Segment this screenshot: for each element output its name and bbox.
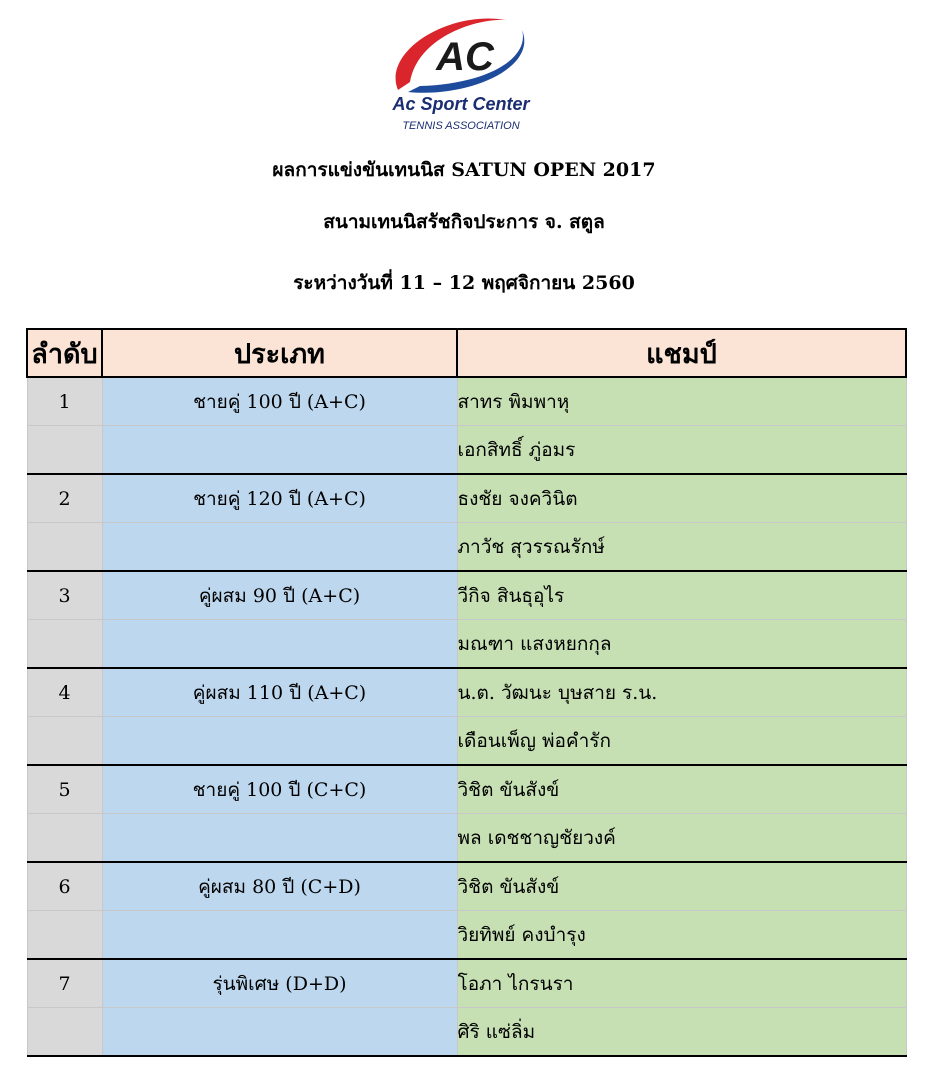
rank-cell: 5 — [27, 765, 102, 814]
rank-cell — [27, 426, 102, 475]
champion-cell: มณฑา แสงหยกกุล — [457, 620, 906, 669]
ac-logo-icon — [368, 12, 554, 136]
category-cell: คู่ผสม 80 ปี (C+D) — [102, 862, 457, 911]
header-champion: แชมป์ — [457, 329, 906, 377]
table-row — [27, 620, 906, 669]
table-row — [27, 1008, 906, 1057]
header-rank: ลำดับ — [27, 329, 102, 377]
table-row — [27, 523, 906, 572]
category-cell — [102, 814, 457, 863]
logo-subtitle: TENNIS ASSOCIATION — [402, 120, 520, 132]
champion-cell: วิยทิพย์ คงบำรุง — [457, 911, 906, 960]
champion-cell: ธงชัย จงควินิต — [457, 474, 906, 523]
rank-cell: 7 — [27, 959, 102, 1008]
table-row — [27, 377, 906, 426]
rank-cell — [27, 911, 102, 960]
champion-cell: วิชิต ขันสังข์ — [457, 862, 906, 911]
rank-cell — [27, 814, 102, 863]
rank-cell: 2 — [27, 474, 102, 523]
champion-cell: ภาวัช สุวรรณรักษ์ — [457, 523, 906, 572]
rank-cell — [27, 620, 102, 669]
rank-cell: 1 — [27, 377, 102, 426]
category-cell — [102, 911, 457, 960]
category-cell: ชายคู่ 100 ปี (A+C) — [102, 377, 457, 426]
table-row — [27, 814, 906, 863]
category-cell: คู่ผสม 90 ปี (A+C) — [102, 571, 457, 620]
category-cell: ชายคู่ 100 ปี (C+C) — [102, 765, 457, 814]
rank-cell — [27, 1008, 102, 1057]
rank-cell: 4 — [27, 668, 102, 717]
header-category: ประเภท — [102, 329, 457, 377]
rank-cell — [27, 717, 102, 766]
rank-cell: 3 — [27, 571, 102, 620]
logo-mark-text: AC — [436, 35, 494, 79]
champion-cell: ศิริ แซ่ลิ่ม — [457, 1008, 906, 1057]
champion-cell: พล เดชชาญชัยวงค์ — [457, 814, 906, 863]
date-line: ระหว่างวันที่ 11 – 12 พฤศจิกายน 2560 — [293, 272, 635, 294]
category-cell: รุ่นพิเศษ (D+D) — [102, 959, 457, 1008]
table-row — [27, 717, 906, 766]
table-row — [27, 862, 906, 911]
rank-cell: 6 — [27, 862, 102, 911]
champion-cell: วิชิต ขันสังข์ — [457, 765, 906, 814]
results-table — [26, 328, 907, 1057]
champion-cell: สาทร พิมพาหุ — [457, 377, 906, 426]
category-cell — [102, 523, 457, 572]
champion-cell: โอภา ไกรนรา — [457, 959, 906, 1008]
category-cell — [102, 620, 457, 669]
results-body — [27, 377, 906, 1056]
category-cell: ชายคู่ 120 ปี (A+C) — [102, 474, 457, 523]
table-row — [27, 474, 906, 523]
champion-cell: น.ต. วัฒนะ บุษสาย ร.น. — [457, 668, 906, 717]
tournament-title: ผลการแข่งขันเทนนิส SATUN OPEN 2017 — [272, 159, 656, 181]
champion-cell: เอกสิทธิ์ ภู่อมร — [457, 426, 906, 475]
table-row — [27, 571, 906, 620]
category-cell: คู่ผสม 110 ปี (A+C) — [102, 668, 457, 717]
table-row — [27, 668, 906, 717]
table-row — [27, 911, 906, 960]
champion-cell: วีกิจ สินธุอุไร — [457, 571, 906, 620]
association-logo — [368, 12, 554, 136]
category-cell — [102, 1008, 457, 1057]
table-row — [27, 765, 906, 814]
table-row — [27, 426, 906, 475]
venue-line: สนามเทนนิสรัชกิจประการ จ. สตูล — [323, 211, 605, 233]
table-row — [27, 959, 906, 1008]
category-cell — [102, 426, 457, 475]
category-cell — [102, 717, 457, 766]
champion-cell: เดือนเพ็ญ พ่อคำรัก — [457, 717, 906, 766]
logo-name: Ac Sport Center — [392, 94, 530, 114]
rank-cell — [27, 523, 102, 572]
table-header-row — [27, 329, 906, 377]
